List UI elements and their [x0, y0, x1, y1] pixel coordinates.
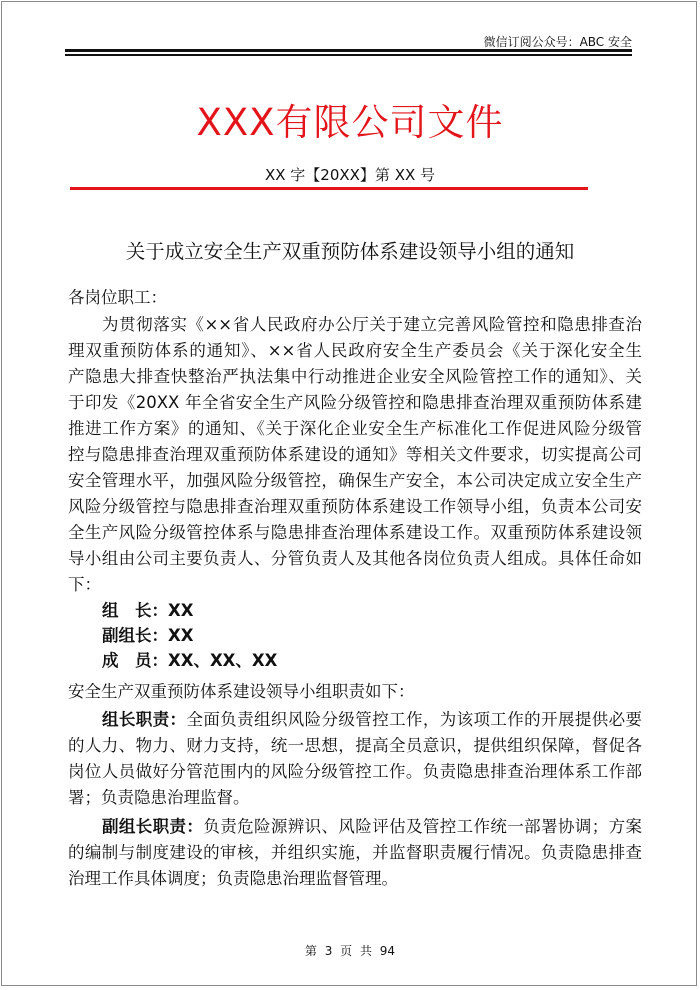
intro-line: 产隐患大排查快整治严执法集中行动推进企业安全风险管控工作的通知》、关 [68, 367, 642, 386]
duty-text: 的人力、物力、财力支持，统一思想，提高全员意识，提供组织保障，督促各 [68, 736, 642, 755]
duty-leader [68, 707, 642, 811]
duty-text: 署；负责隐患治理监督。 [68, 788, 250, 807]
notice-title: 关于成立安全生产双重预防体系建设领导小组的通知 [125, 240, 575, 263]
duty-line [68, 840, 642, 866]
duties-heading-text: 安全生产双重预防体系建设领导小组职责如下： [68, 682, 415, 701]
duty-line [68, 707, 642, 733]
member-names: XX [168, 601, 194, 620]
member-names: XX [168, 626, 194, 645]
intro-line: 导小组由公司主要负责人、分管负责人及其他各岗位负责人组成。具体任命如 [68, 549, 642, 568]
member-role: 组 长： [102, 601, 168, 620]
duty-text: 的编制与制度建设的审核，并组织实施，并监督职责履行情况。负责隐患排查 [68, 843, 642, 862]
duty-line [68, 814, 642, 840]
letterhead-red-rule [70, 187, 588, 190]
member-role: 成 员： [102, 651, 168, 670]
intro-line: 下： [68, 575, 101, 594]
duty-line [68, 733, 642, 759]
member-names: XX、XX、XX [168, 651, 278, 670]
duty-line [68, 785, 642, 811]
member-list [68, 598, 642, 673]
duty-text: 岗位人员做好分管范围内的风险分级管控工作。负责隐患排查治理体系工作部 [68, 762, 642, 781]
duties-heading [68, 679, 642, 705]
salutation [68, 285, 642, 311]
intro-line: 全生产风险分级管控体系与隐患排查治理体系建设工作。双重预防体系建设领 [68, 523, 642, 542]
member-row [68, 648, 642, 673]
duty-text: 负责危险源辨识、风险评估及管控工作统一部署协调；方案 [203, 817, 642, 836]
intro-paragraph [68, 312, 642, 598]
duty-line [68, 866, 642, 892]
intro-line: 为贯彻落实《××省人民政府办公厅关于建立完善风险管控和隐患排查治 [102, 315, 642, 334]
member-role: 副组长： [102, 626, 168, 645]
duty-label: 副组长职责： [102, 817, 204, 836]
header-rule-thick [65, 49, 632, 52]
duty-line [68, 759, 642, 785]
duty-label: 组长职责： [102, 710, 187, 729]
header-rule-thin [65, 54, 632, 56]
intro-line: 风险分级管控与隐患排查治理双重预防体系建设工作领导小组，负责本公司安 [68, 497, 642, 516]
intro-line: 控与隐患排查治理双重预防体系建设的通知》等相关文件要求，切实提高公司 [68, 445, 642, 464]
duty-text: 治理工作具体调度；负责隐患治理监督管理。 [68, 869, 398, 888]
header-account-text: 微信订阅公众号：ABC 安全 [483, 35, 632, 49]
duty-deputy-leader [68, 814, 642, 892]
intro-line: 于印发《20XX 年全省安全生产风险分级管控和隐患排查治理双重预防体系建 [68, 393, 642, 412]
duty-text: 全面负责组织风险分级管控工作，为该项工作的开展提供必要 [186, 710, 642, 729]
intro-line: 推进工作方案》的通知、《关于深化企业安全生产标准化工作促进风险分级管 [68, 419, 642, 438]
intro-line: 安全管理水平，加强风险分级管控，确保生产安全，本公司决定成立安全生产 [68, 471, 642, 490]
page-number: 第 3 页 共 94 [304, 944, 396, 958]
salutation-text: 各岗位职工： [68, 288, 167, 307]
member-row [68, 623, 642, 648]
document-number: XX 字【20XX】第 XX 号 [264, 166, 436, 184]
letterhead-title: XXX有限公司文件 [196, 101, 504, 144]
intro-line: 理双重预防体系的通知》、××省人民政府安全生产委员会《关于深化安全生 [68, 341, 642, 360]
member-row [68, 598, 642, 623]
